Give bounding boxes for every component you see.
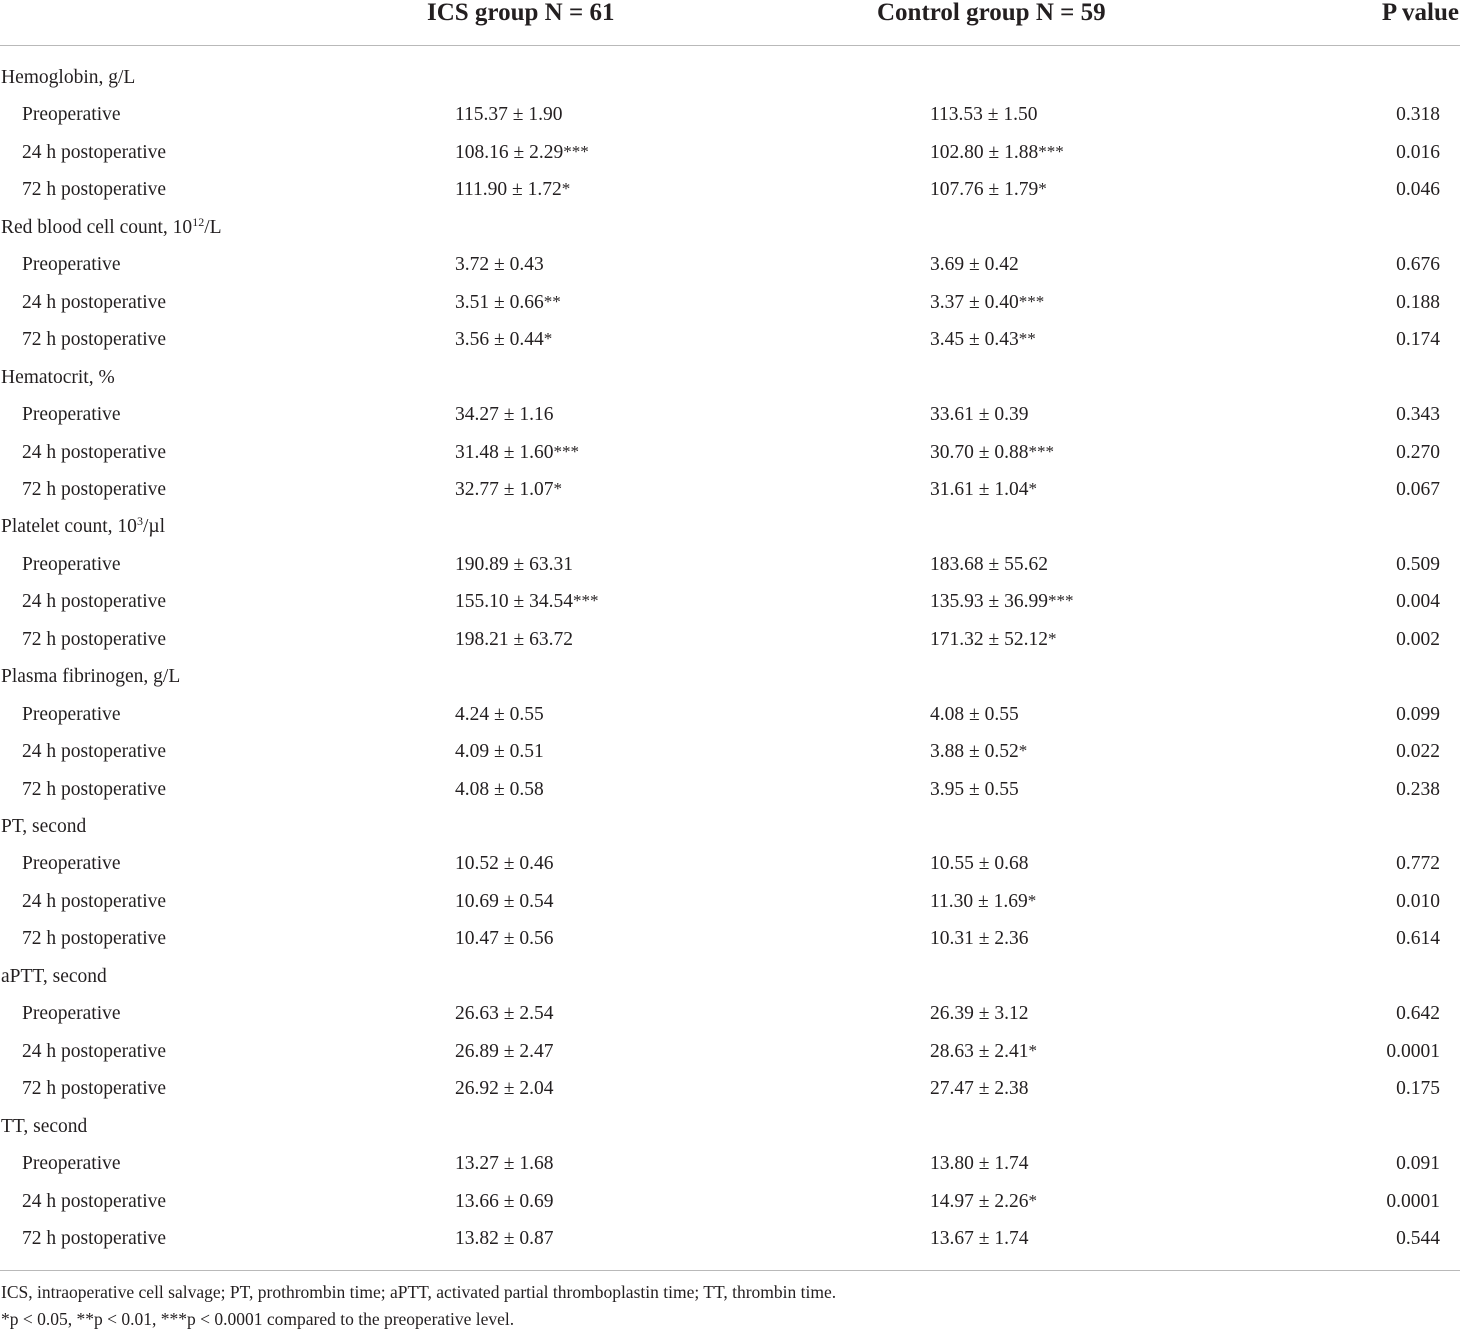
timepoint-label: Preoperative xyxy=(22,1003,121,1025)
timepoint-label: Preoperative xyxy=(22,553,121,575)
timepoint-label: 24 h postoperative xyxy=(22,890,167,912)
ics-mean-sd: 26.92 ± 2.04 xyxy=(455,1078,554,1100)
p-value: 0.509 xyxy=(1396,553,1440,575)
table-row xyxy=(0,284,1460,321)
ics-mean-sd: 34.27 ± 1.16 xyxy=(455,404,554,426)
ics-mean-sd: 155.10 ± 34.54 xyxy=(455,591,573,613)
ics-mean-sd: 3.56 ± 0.44 xyxy=(455,329,544,351)
control-value xyxy=(930,284,1044,321)
control-value xyxy=(930,621,1056,658)
control-value xyxy=(930,96,1037,133)
ics-value xyxy=(455,321,552,358)
control-value xyxy=(930,1070,1028,1107)
section-label-text: Hematocrit, % xyxy=(1,366,115,388)
control-value xyxy=(930,696,1019,733)
section-row xyxy=(0,359,1460,396)
control-value xyxy=(930,1183,1037,1220)
table-row xyxy=(0,1145,1460,1182)
ics-value xyxy=(455,883,553,920)
section-label-text: aPTT, second xyxy=(1,965,107,987)
section-label xyxy=(1,958,107,995)
section-label-exponent: 3 xyxy=(136,514,143,529)
section-label xyxy=(1,359,115,396)
control-value xyxy=(930,995,1028,1032)
control-mean-sd: 3.95 ± 0.55 xyxy=(930,778,1019,800)
control-significance: * xyxy=(1028,1040,1037,1060)
section-row xyxy=(0,958,1460,995)
section-label-text: Red blood cell count, 10 xyxy=(1,216,193,238)
ics-mean-sd: 13.66 ± 0.69 xyxy=(455,1190,554,1212)
control-significance: * xyxy=(1018,741,1028,761)
ics-mean-sd: 190.89 ± 63.31 xyxy=(455,553,573,575)
control-mean-sd: 113.53 ± 1.50 xyxy=(930,104,1038,126)
section-label xyxy=(1,59,135,96)
section-label-text: TT, second xyxy=(1,1115,88,1137)
timepoint-label: 72 h postoperative xyxy=(22,628,167,650)
table-row xyxy=(0,546,1460,583)
control-significance: *** xyxy=(1028,441,1054,461)
section-row xyxy=(0,209,1460,246)
p-value: 0.046 xyxy=(1396,179,1440,201)
ics-mean-sd: 32.77 ± 1.07 xyxy=(455,478,554,500)
timepoint-label: Preoperative xyxy=(22,853,121,875)
control-significance: * xyxy=(1047,628,1057,648)
section-label xyxy=(1,658,180,695)
section-label xyxy=(1,1108,87,1145)
timepoint-label: Preoperative xyxy=(22,703,121,725)
p-value: 0.004 xyxy=(1396,591,1440,613)
p-value: 0.067 xyxy=(1396,478,1440,500)
timepoint-label: 24 h postoperative xyxy=(22,291,167,313)
section-label-unit: /L xyxy=(204,216,222,238)
section-label-exponent: 12 xyxy=(192,214,205,229)
control-significance: * xyxy=(1028,1190,1037,1210)
control-mean-sd: 11.30 ± 1.69 xyxy=(930,890,1028,912)
ics-mean-sd: 10.69 ± 0.54 xyxy=(455,890,554,912)
control-mean-sd: 10.55 ± 0.68 xyxy=(930,853,1029,875)
ics-value xyxy=(455,920,553,957)
control-mean-sd: 102.80 ± 1.88 xyxy=(930,141,1039,163)
footnote-significance: *p < 0.05, **p < 0.01, ***p < 0.0001 compared to the preoperative level. xyxy=(1,1309,515,1329)
table-row xyxy=(0,920,1460,957)
ics-value xyxy=(455,583,598,620)
section-label-text: PT, second xyxy=(1,816,87,837)
p-value: 0.676 xyxy=(1396,254,1440,276)
ics-value xyxy=(455,171,570,208)
ics-mean-sd: 115.37 ± 1.90 xyxy=(455,104,563,126)
header-divider xyxy=(0,45,1460,46)
table-row xyxy=(0,1033,1460,1070)
timepoint-label: 72 h postoperative xyxy=(22,928,167,950)
section-row xyxy=(0,808,1460,845)
section-label xyxy=(1,808,86,845)
timepoint-label: 72 h postoperative xyxy=(22,1227,167,1249)
p-value: 0.016 xyxy=(1396,141,1440,163)
control-mean-sd: 10.31 ± 2.36 xyxy=(930,928,1029,950)
control-value xyxy=(930,546,1048,583)
header-ics-group: ICS group N = 61 xyxy=(427,0,615,26)
p-value: 0.175 xyxy=(1396,1078,1440,1100)
control-value xyxy=(930,1033,1037,1070)
timepoint-label: 72 h postoperative xyxy=(22,778,167,800)
section-label-unit: /µl xyxy=(142,516,166,538)
ics-mean-sd: 13.27 ± 1.68 xyxy=(455,1153,554,1175)
table-row xyxy=(0,134,1460,171)
timepoint-label: 72 h postoperative xyxy=(22,329,167,351)
ics-mean-sd: 26.89 ± 2.47 xyxy=(455,1040,554,1062)
ics-value xyxy=(455,1220,553,1257)
timepoint-label: Preoperative xyxy=(22,104,121,126)
ics-value xyxy=(455,1183,553,1220)
control-mean-sd: 13.67 ± 1.74 xyxy=(930,1227,1029,1249)
p-value: 0.544 xyxy=(1396,1227,1440,1249)
ics-significance: ** xyxy=(543,291,561,311)
table-row xyxy=(0,883,1460,920)
ics-value xyxy=(455,733,544,770)
control-mean-sd: 14.97 ± 2.26 xyxy=(930,1190,1029,1212)
ics-mean-sd: 13.82 ± 0.87 xyxy=(455,1227,554,1249)
control-mean-sd: 183.68 ± 55.62 xyxy=(930,553,1048,575)
ics-mean-sd: 3.72 ± 0.43 xyxy=(455,254,544,276)
timepoint-label: 24 h postoperative xyxy=(22,591,167,613)
timepoint-label: 24 h postoperative xyxy=(22,1040,167,1062)
p-value: 0.002 xyxy=(1396,628,1440,650)
control-mean-sd: 3.45 ± 0.43 xyxy=(930,329,1019,351)
p-value: 0.091 xyxy=(1396,1153,1440,1175)
control-value xyxy=(930,434,1054,471)
p-value: 0.642 xyxy=(1396,1003,1440,1025)
table-row xyxy=(0,96,1460,133)
control-mean-sd: 3.88 ± 0.52 xyxy=(930,741,1019,763)
ics-value xyxy=(455,1033,553,1070)
ics-value xyxy=(455,434,579,471)
control-value xyxy=(930,471,1037,508)
timepoint-label: 24 h postoperative xyxy=(22,1190,167,1212)
p-value: 0.343 xyxy=(1396,404,1440,426)
timepoint-label: 24 h postoperative xyxy=(22,741,167,763)
control-value xyxy=(930,883,1036,920)
table-row xyxy=(0,583,1460,620)
p-value: 0.614 xyxy=(1396,928,1440,950)
control-mean-sd: 33.61 ± 0.39 xyxy=(930,404,1029,426)
control-value xyxy=(930,396,1028,433)
ics-mean-sd: 4.09 ± 0.51 xyxy=(455,741,544,763)
p-value: 0.010 xyxy=(1396,890,1440,912)
table-row xyxy=(0,1070,1460,1107)
control-mean-sd: 171.32 ± 52.12 xyxy=(930,628,1048,650)
p-value: 0.174 xyxy=(1396,329,1440,351)
control-value xyxy=(930,171,1047,208)
control-value xyxy=(930,134,1064,171)
ics-value xyxy=(455,246,544,283)
ics-significance: * xyxy=(561,179,571,199)
timepoint-label: Preoperative xyxy=(22,404,121,426)
ics-mean-sd: 198.21 ± 63.72 xyxy=(455,628,573,650)
table-row xyxy=(0,1220,1460,1257)
control-significance: * xyxy=(1028,478,1037,498)
table-row xyxy=(0,771,1460,808)
table-row xyxy=(0,471,1460,508)
ics-significance: *** xyxy=(563,141,589,161)
table-row xyxy=(0,321,1460,358)
control-significance: * xyxy=(1027,890,1037,910)
ics-mean-sd: 4.08 ± 0.58 xyxy=(455,778,544,800)
ics-value xyxy=(455,845,553,882)
ics-significance: *** xyxy=(572,591,599,611)
table-row xyxy=(0,696,1460,733)
section-label xyxy=(1,508,165,545)
footnote-abbreviations: ICS, intraoperative cell salvage; PT, prothrombin time; aPTT, activated partial thromboplastin time; TT, thrombin time. xyxy=(1,1282,837,1302)
ics-value xyxy=(455,396,553,433)
ics-significance: * xyxy=(553,478,562,498)
ics-value xyxy=(455,696,544,733)
table-row xyxy=(0,1183,1460,1220)
table-row xyxy=(0,995,1460,1032)
p-value: 0.188 xyxy=(1396,291,1440,313)
control-significance: ** xyxy=(1018,329,1036,349)
control-mean-sd: 30.70 ± 0.88 xyxy=(930,441,1029,463)
timepoint-label: 72 h postoperative xyxy=(22,478,167,500)
timepoint-label: 72 h postoperative xyxy=(22,1078,167,1100)
timepoint-label: 72 h postoperative xyxy=(22,179,167,201)
timepoint-label: 24 h postoperative xyxy=(22,141,167,163)
section-row xyxy=(0,59,1460,96)
table-row xyxy=(0,733,1460,770)
timepoint-label: Preoperative xyxy=(22,1153,121,1175)
section-label-text: Platelet count, 10 xyxy=(1,516,137,538)
control-mean-sd: 26.39 ± 3.12 xyxy=(930,1003,1029,1025)
control-value xyxy=(930,583,1073,620)
control-value xyxy=(930,1145,1028,1182)
ics-value xyxy=(455,995,553,1032)
p-value: 0.772 xyxy=(1396,853,1440,875)
ics-mean-sd: 31.48 ± 1.60 xyxy=(455,441,554,463)
ics-value xyxy=(455,134,589,171)
header-p-value: P value xyxy=(1381,0,1459,26)
table-row xyxy=(0,171,1460,208)
control-value xyxy=(930,845,1028,882)
ics-mean-sd: 10.52 ± 0.46 xyxy=(455,853,554,875)
p-value: 0.099 xyxy=(1396,703,1440,725)
ics-mean-sd: 3.51 ± 0.66 xyxy=(455,291,544,313)
control-mean-sd: 107.76 ± 1.79 xyxy=(930,179,1039,201)
ics-value xyxy=(455,1070,553,1107)
p-value: 0.238 xyxy=(1396,778,1440,800)
p-value: 0.0001 xyxy=(1386,1190,1440,1212)
table-row xyxy=(0,845,1460,882)
section-row xyxy=(0,1108,1460,1145)
control-mean-sd: 28.63 ± 2.41 xyxy=(930,1040,1029,1062)
section-label xyxy=(1,209,222,246)
control-value xyxy=(930,733,1027,770)
control-mean-sd: 31.61 ± 1.04 xyxy=(930,478,1029,500)
control-mean-sd: 3.69 ± 0.42 xyxy=(930,254,1019,276)
timepoint-label: Preoperative xyxy=(22,254,121,276)
footer-divider xyxy=(0,1270,1460,1271)
ics-significance: * xyxy=(543,329,553,349)
ics-mean-sd: 108.16 ± 2.29 xyxy=(455,141,564,163)
p-value: 0.0001 xyxy=(1386,1040,1440,1062)
control-value xyxy=(930,771,1019,808)
ics-value xyxy=(455,771,544,808)
section-label-text: Plasma fibrinogen, g/L xyxy=(1,666,181,688)
ics-value xyxy=(455,1145,553,1182)
ics-mean-sd: 111.90 ± 1.72 xyxy=(455,179,562,201)
control-mean-sd: 13.80 ± 1.74 xyxy=(930,1153,1029,1175)
ics-mean-sd: 10.47 ± 0.56 xyxy=(455,928,554,950)
control-significance: *** xyxy=(1018,291,1045,311)
ics-value xyxy=(455,96,562,133)
ics-mean-sd: 26.63 ± 2.54 xyxy=(455,1003,554,1025)
control-value xyxy=(930,246,1019,283)
table-row xyxy=(0,246,1460,283)
section-label-text: Hemoglobin, g/L xyxy=(1,67,136,88)
p-value: 0.022 xyxy=(1396,741,1440,763)
section-row xyxy=(0,508,1460,545)
ics-value xyxy=(455,546,573,583)
control-value xyxy=(930,1220,1028,1257)
p-value: 0.318 xyxy=(1396,104,1440,126)
control-mean-sd: 4.08 ± 0.55 xyxy=(930,703,1019,725)
control-mean-sd: 27.47 ± 2.38 xyxy=(930,1078,1029,1100)
ics-value xyxy=(455,621,573,658)
control-significance: * xyxy=(1038,179,1047,199)
control-value xyxy=(930,920,1028,957)
ics-mean-sd: 4.24 ± 0.55 xyxy=(455,703,544,725)
ics-significance: *** xyxy=(553,441,579,461)
table-row xyxy=(0,396,1460,433)
section-row xyxy=(0,658,1460,695)
control-significance: *** xyxy=(1047,591,1074,611)
ics-value xyxy=(455,284,561,321)
timepoint-label: 24 h postoperative xyxy=(22,441,167,463)
control-mean-sd: 135.93 ± 36.99 xyxy=(930,591,1048,613)
ics-value xyxy=(455,471,562,508)
control-mean-sd: 3.37 ± 0.40 xyxy=(930,291,1019,313)
header-control-group: Control group N = 59 xyxy=(877,0,1106,26)
control-value xyxy=(930,321,1036,358)
p-value: 0.270 xyxy=(1396,441,1440,463)
control-significance: *** xyxy=(1038,141,1064,161)
table-row xyxy=(0,434,1460,471)
table-row xyxy=(0,621,1460,658)
